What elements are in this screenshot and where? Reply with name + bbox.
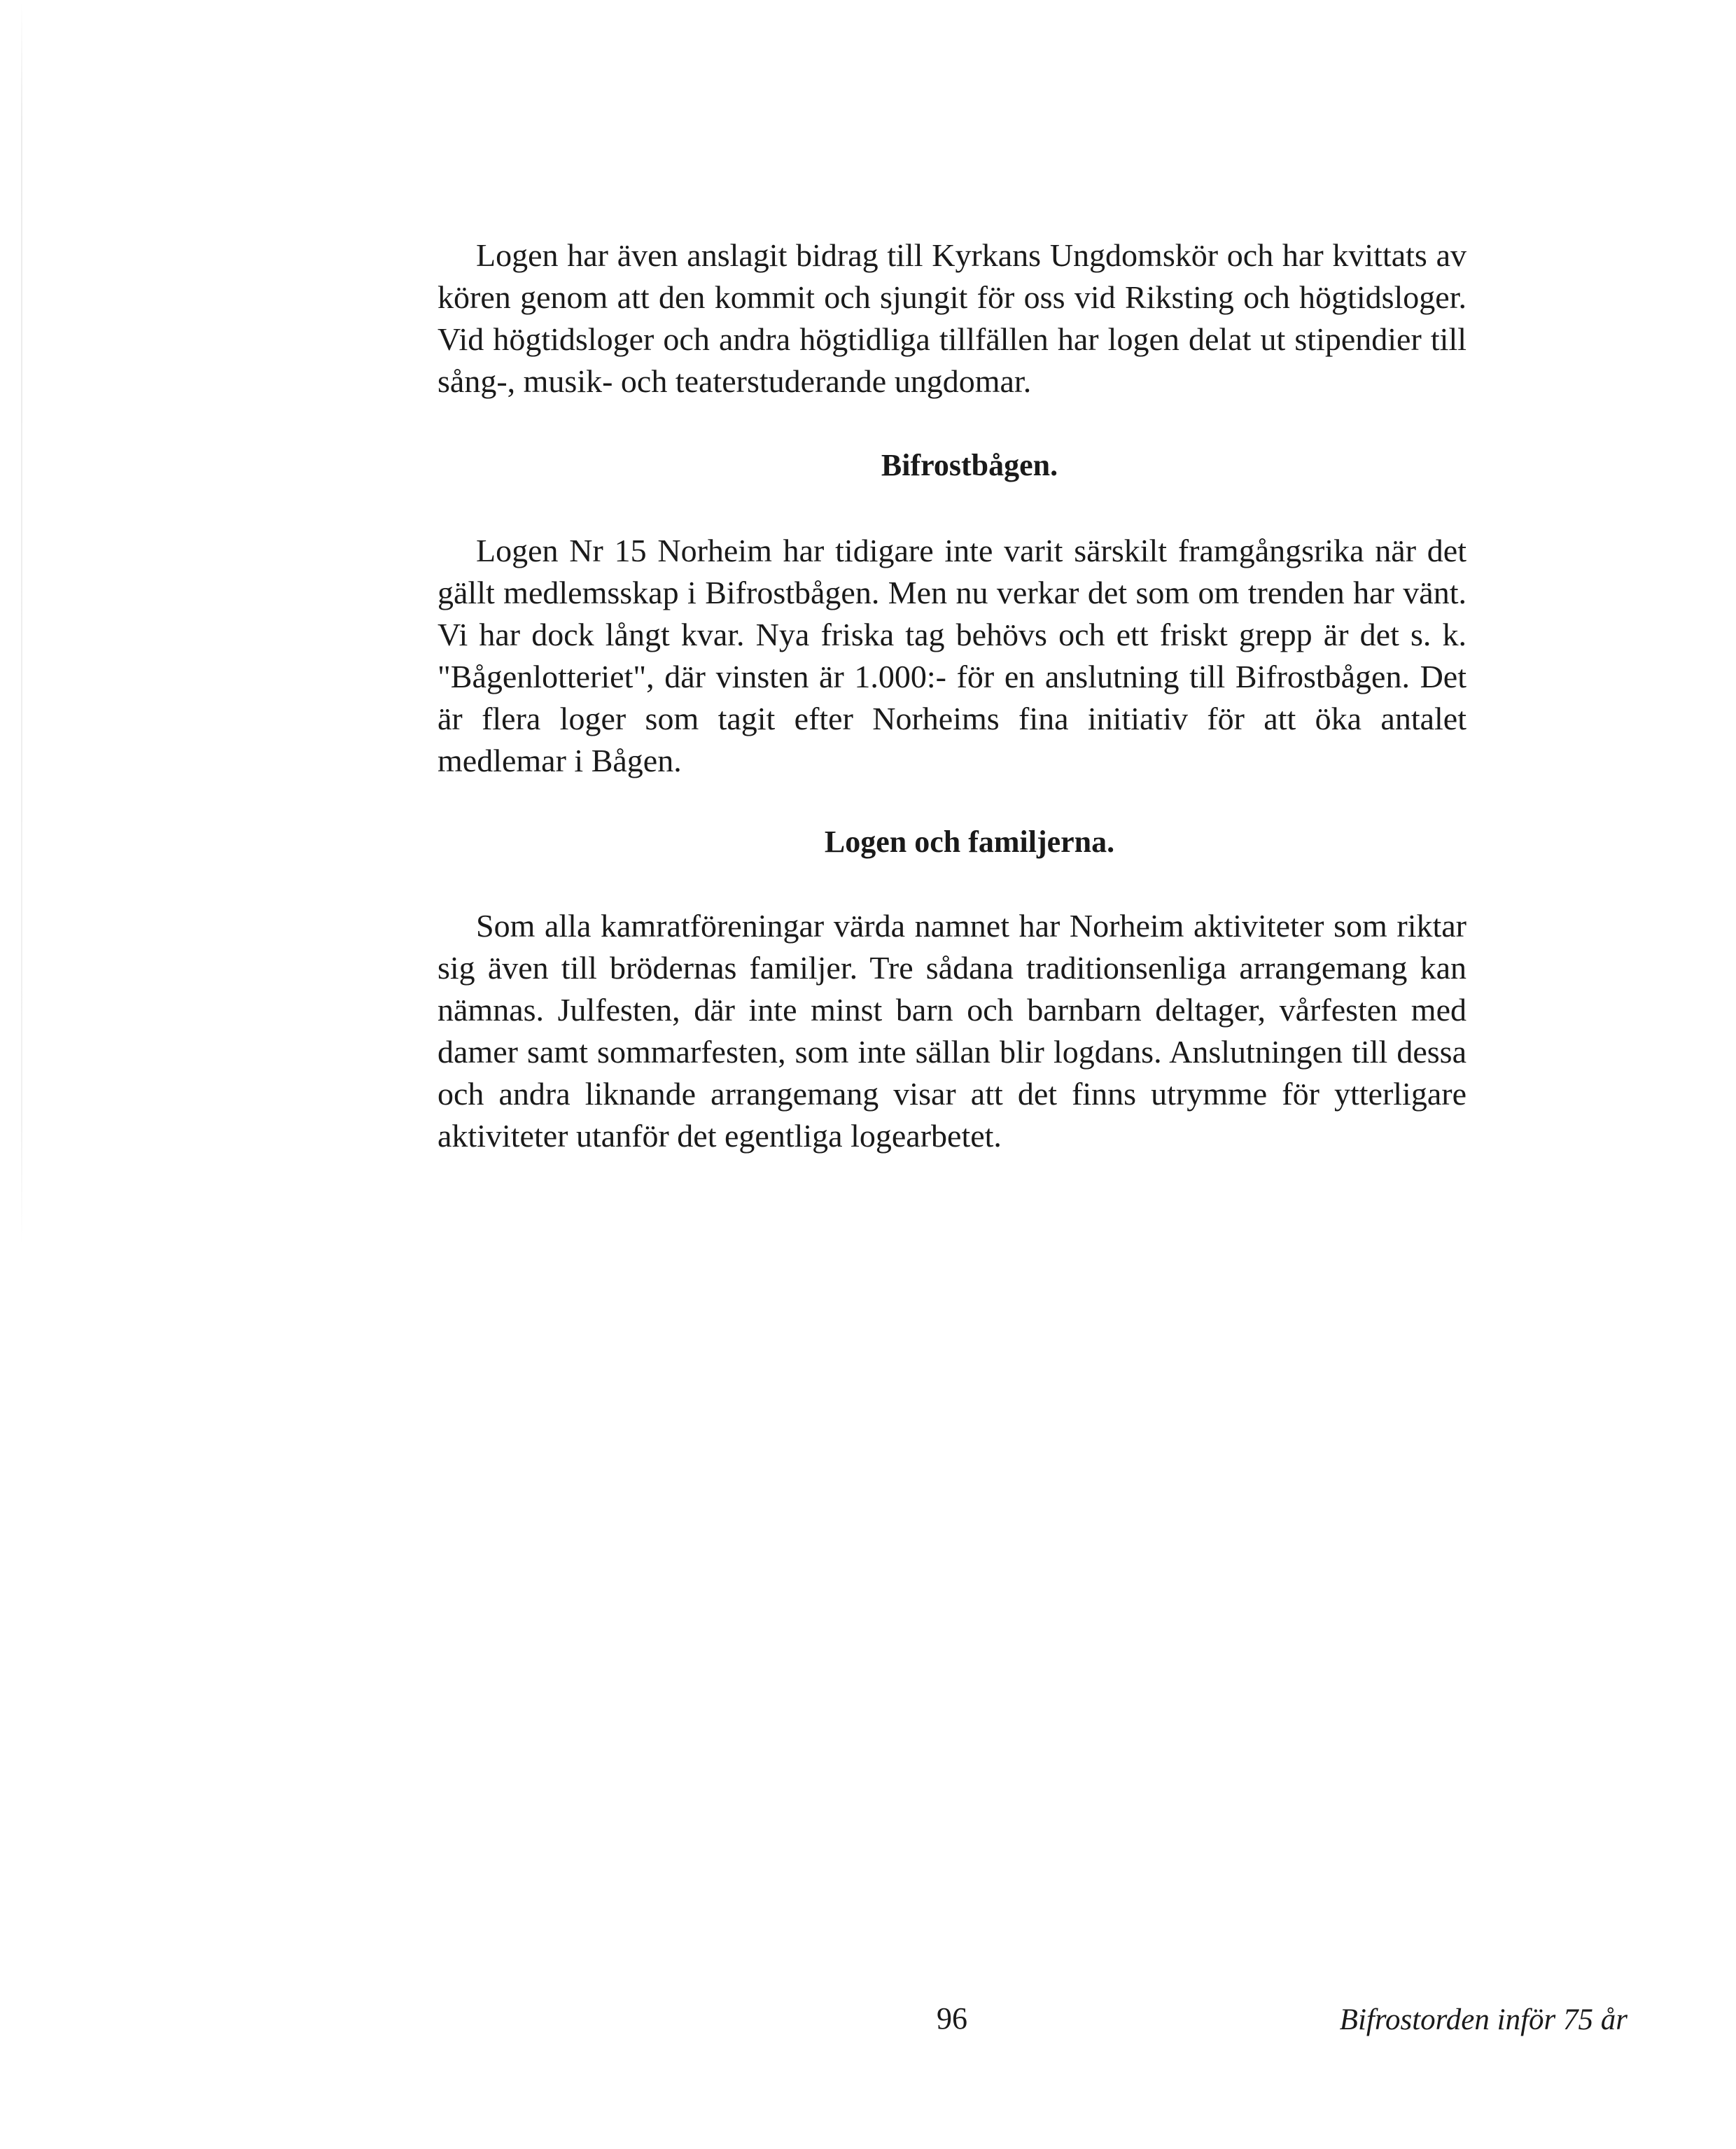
page-body	[438, 234, 1466, 1157]
page-number: 96	[937, 2001, 967, 2036]
scan-edge-shadow	[21, 0, 22, 1246]
paragraph-familjerna: Som alla kamratföreningar värda namnet har Norheim aktiviteter som riktar sig även till brödernas familjer. Tre sådana traditionsenliga arrangemang kan nämnas. Julfesten, där inte minst barn och barnbarn deltager, vårfesten med damer samt sommarfesten, som inte sällan blir logdans. Anslutningen till dessa och andra liknande arrangemang visar att det finns utrymme för ytterligare aktiviteter utanför det egentliga logearbetet.	[438, 908, 1466, 1154]
paragraph-kyrkans-ungdomskor: Logen har även anslagit bidrag till Kyrkans Ungdomskör och har kvittats av kören genom att den kommit och sjungit för oss vid Riksting och högtidsloger. Vid högtidsloger och andra högtidliga tillfällen har logen delat ut stipendier till sång-, musik- och teaterstuderande ungdomar.	[438, 237, 1466, 399]
heading-bifrostbagen: Bifrostbågen.	[881, 448, 1058, 482]
running-footer-title: Bifrostorden inför 75 år	[1339, 2003, 1628, 2036]
heading-logen-och-familjerna: Logen och familjerna.	[824, 825, 1115, 859]
paragraph-bifrostbagen: Logen Nr 15 Norheim har tidigare inte varit särskilt framgångsrika när det gällt medlemsskap i Bifrostbågen. Men nu verkar det som om trenden har vänt. Vi har dock långt kvar. Nya friska tag behövs och ett friskt grepp är det s. k. "Bågenlotteriet", där vinsten är 1.000:- för en anslutning till Bifrostbågen. Det är flera loger som tagit efter Norheims fina initiativ för att öka antalet medlemar i Bågen.	[438, 533, 1466, 778]
